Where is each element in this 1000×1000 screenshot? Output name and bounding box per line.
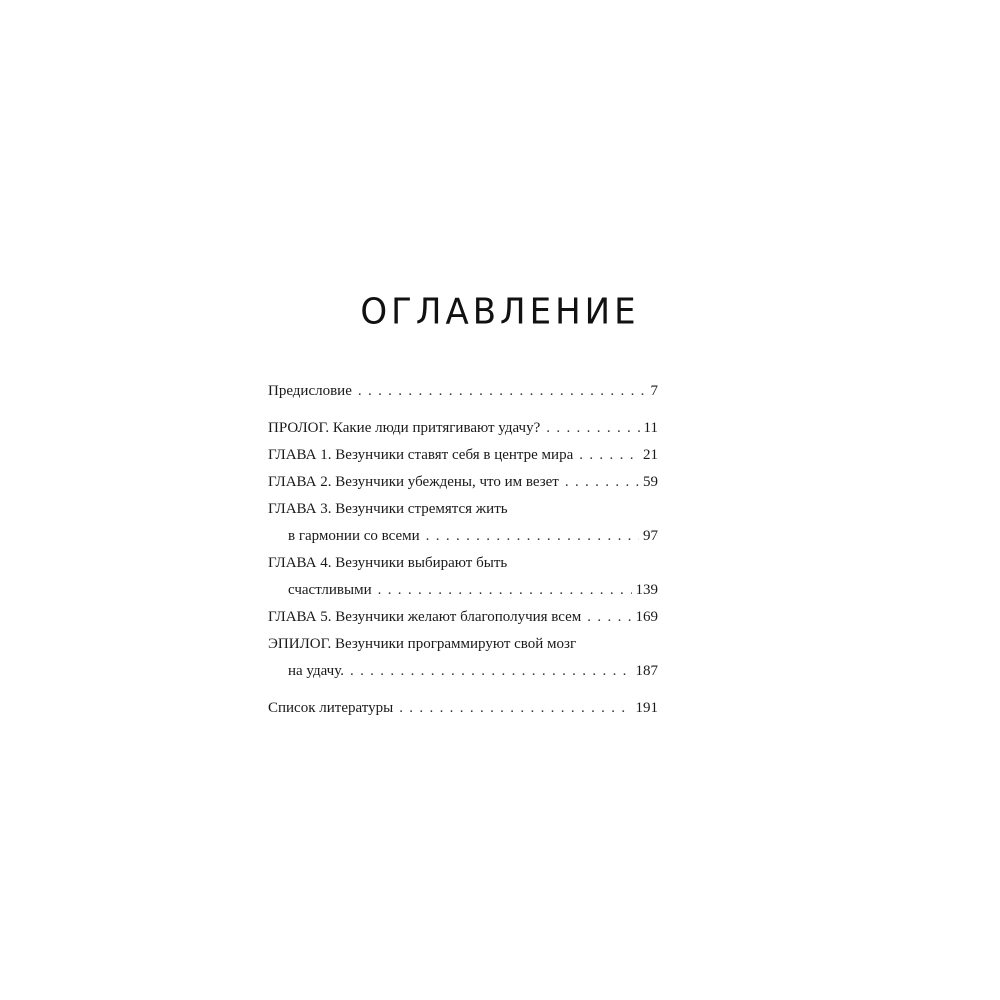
dot-leader <box>587 604 631 631</box>
toc-entry-page: 97 <box>643 528 658 544</box>
toc-entry-page: 59 <box>643 474 658 490</box>
toc-entry-preface <box>268 378 658 405</box>
toc-entry-label-line2: в гармонии со всеми <box>288 528 420 544</box>
table-of-contents <box>268 378 658 722</box>
toc-entry-chapter-5 <box>268 604 658 631</box>
toc-entry-label-line2: счастливыми <box>288 582 372 598</box>
dot-leader <box>579 442 639 469</box>
toc-entry-chapter-3 <box>268 496 658 550</box>
toc-entry-label-line1: ЭПИЛОГ. Везунчики программируют свой мозг <box>268 636 577 652</box>
toc-entry-label-line2: на удачу. <box>288 663 344 679</box>
dot-leader <box>378 577 632 604</box>
toc-entry-label: ГЛАВА 5. Везунчики желают благополучия всем <box>268 609 582 625</box>
toc-entry-prologue <box>268 415 658 442</box>
toc-entry-label-line1: ГЛАВА 3. Везунчики стремятся жить <box>268 501 508 517</box>
dot-leader <box>399 695 631 722</box>
toc-entry-page: 11 <box>643 420 658 436</box>
toc-entry-page: 21 <box>643 447 658 463</box>
toc-entry-label: ПРОЛОГ. Какие люди притягивают удачу? <box>268 420 541 436</box>
toc-entry-page: 187 <box>635 663 658 679</box>
dot-leader <box>546 415 639 442</box>
toc-entry-label: Список литературы <box>268 700 394 716</box>
toc-entry-chapter-4 <box>268 550 658 604</box>
page-title: ОГЛАВЛЕНИЕ <box>360 291 640 333</box>
dot-leader <box>350 658 632 685</box>
toc-entry-chapter-1 <box>268 442 658 469</box>
toc-entry-page: 169 <box>635 609 658 625</box>
toc-entry-epilogue <box>268 631 658 685</box>
toc-entry-chapter-2 <box>268 469 658 496</box>
toc-entry-bibliography <box>268 695 658 722</box>
toc-entry-label: ГЛАВА 1. Везунчики ставят себя в центре мира <box>268 447 574 463</box>
toc-entry-page: 7 <box>650 383 658 399</box>
dot-leader <box>426 523 639 550</box>
dot-leader <box>358 378 647 405</box>
toc-entry-label: Предисловие <box>268 383 352 399</box>
toc-entry-page: 139 <box>635 582 658 598</box>
toc-entry-page: 191 <box>635 700 658 716</box>
toc-entry-label-line1: ГЛАВА 4. Везунчики выбирают быть <box>268 555 508 571</box>
toc-entry-label: ГЛАВА 2. Везунчики убеждены, что им везет <box>268 474 559 490</box>
dot-leader <box>565 469 639 496</box>
